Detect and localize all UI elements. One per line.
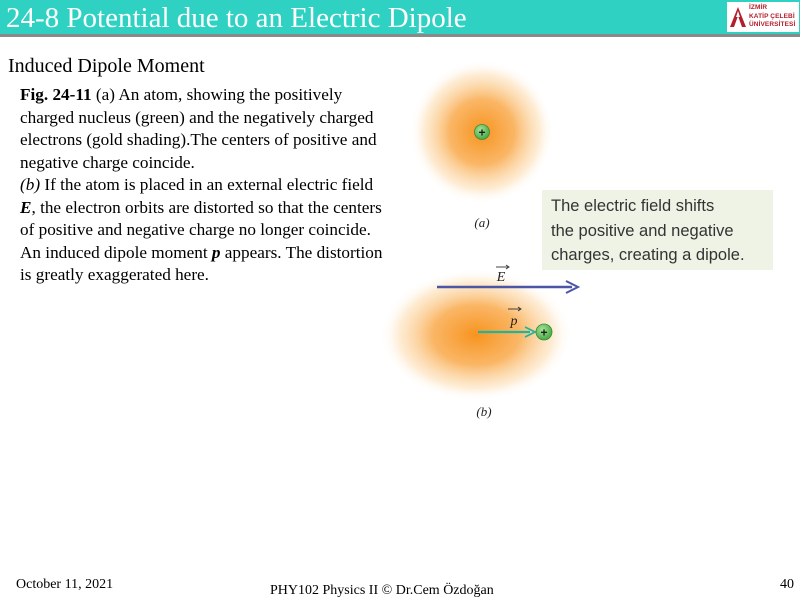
footer-date: October 11, 2021: [16, 577, 114, 592]
field-label: E: [496, 270, 506, 285]
logo-line-2: KATİP ÇELEBİ: [749, 12, 795, 20]
atom-a: [410, 60, 554, 230]
part-b-text-1: If the atom is placed in an external electric field: [40, 175, 374, 194]
nucleus-a-sign: +: [478, 125, 486, 140]
part-b-text-3: appears. The distortion is greatly exaggerated here.: [20, 242, 383, 284]
label-a: (a): [474, 215, 490, 230]
nucleus-b-sign: +: [540, 325, 548, 340]
footer-course: PHY102 Physics II © Dr.Cem Özdoğan: [270, 583, 494, 598]
figure-caption: [20, 84, 385, 287]
part-b-tag: (b): [20, 175, 41, 194]
page-number: 40: [780, 577, 794, 592]
callout-line-2: the positive and negative: [551, 221, 734, 240]
university-logo: [727, 2, 799, 32]
part-a-text: An atom, showing the positively charged nucleus (green) and the negatively charged electrons (gold shading).The centers of positive and negative charge coincide.: [20, 85, 377, 172]
figure-label: Fig. 24-11: [20, 85, 92, 104]
title-bar: [0, 0, 800, 34]
callout-line-1: The electric field shifts: [551, 197, 715, 215]
label-b: (b): [476, 404, 492, 419]
part-a-tag: (a): [95, 85, 115, 104]
field-symbol: E: [20, 197, 32, 217]
callout-line-3: charges, creating a dipole.: [551, 246, 745, 264]
atom-b: [380, 265, 578, 419]
part-b-text-2: , the electron orbits are distorted so that the centers of positive and negative charge no longer coincide. An induced dipole moment: [20, 197, 382, 262]
slide-title: 24-8 Potential due to an Electric Dipole: [6, 2, 467, 34]
logo-line-1: İZMİR: [749, 4, 768, 11]
dipole-symbol: p: [211, 242, 221, 262]
title-divider: [0, 34, 800, 37]
dipole-label: p: [510, 314, 518, 329]
section-title: Induced Dipole Moment: [8, 55, 205, 77]
university-logo-icon: [728, 5, 748, 29]
callout-box: [542, 190, 773, 270]
logo-line-3: ÜNİVERSİTESİ: [749, 21, 796, 28]
